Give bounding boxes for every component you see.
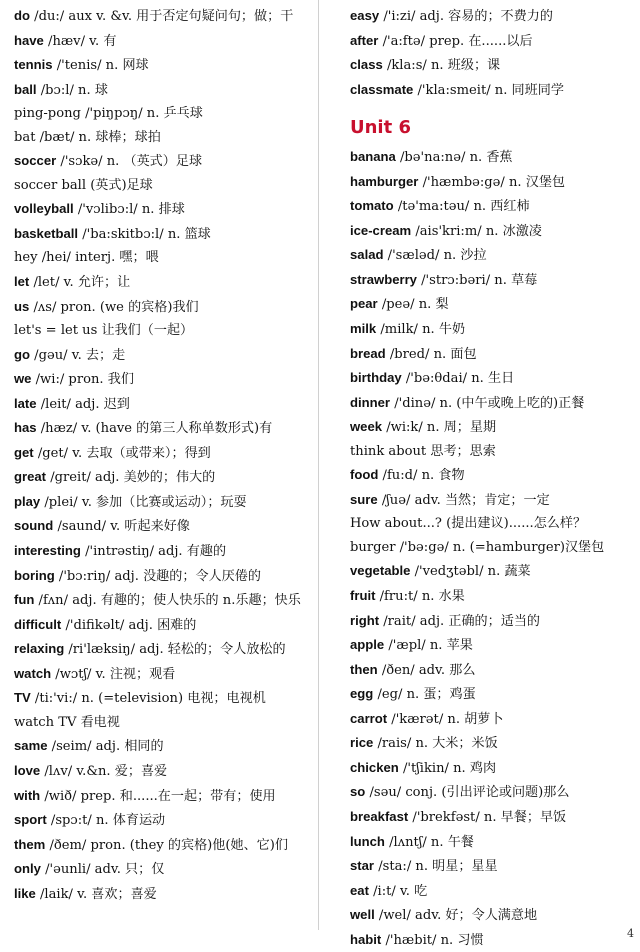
headword: basketball bbox=[14, 225, 79, 241]
chinese-definition: 草莓 bbox=[511, 272, 538, 288]
chinese-definition: 汉堡包 bbox=[525, 174, 566, 190]
vocabulary-entry bbox=[350, 440, 630, 464]
pronunciation-and-part-of-speech: /'a:ftə/ prep. bbox=[382, 33, 465, 49]
headword: birthday bbox=[350, 370, 402, 386]
pronunciation-and-part-of-speech: /du:/ aux v. &v. bbox=[34, 9, 132, 24]
headword: after bbox=[350, 32, 379, 48]
chinese-definition: 梨 bbox=[435, 297, 449, 313]
vocabulary-entry bbox=[350, 609, 630, 634]
page-number: 4 bbox=[627, 927, 634, 940]
chinese-definition: 大米；米饭 bbox=[432, 736, 498, 752]
chinese-definition: 去；走 bbox=[85, 347, 126, 363]
headword: fruit bbox=[350, 588, 376, 604]
pronunciation-and-part-of-speech: /'dinə/ n. (中午或晚上吃的)正餐 bbox=[394, 395, 585, 411]
vocabulary-entry bbox=[350, 391, 630, 416]
headword: think about bbox=[350, 443, 427, 459]
chinese-definition: 听起来好像 bbox=[124, 519, 190, 535]
headword: egg bbox=[350, 686, 374, 702]
headword: salad bbox=[350, 247, 384, 263]
chinese-definition: 沙拉 bbox=[460, 248, 487, 264]
chinese-definition: 排球 bbox=[158, 202, 185, 218]
headword: pear bbox=[350, 296, 378, 312]
chinese-definition: 让我们（一起） bbox=[101, 323, 194, 339]
pronunciation-and-part-of-speech: /seim/ adj. bbox=[51, 739, 121, 755]
headword: class bbox=[350, 57, 383, 73]
vocabulary-entry bbox=[14, 416, 306, 441]
vocabulary-entry bbox=[14, 857, 306, 882]
chinese-definition: 允许；让 bbox=[77, 275, 131, 291]
chinese-definition: 注视；观看 bbox=[109, 666, 176, 682]
vocabulary-entry bbox=[350, 268, 630, 293]
vocabulary-entry bbox=[350, 879, 630, 904]
chinese-definition: 用于否定句疑问句；做；干 bbox=[136, 9, 294, 24]
chinese-definition: 相同的 bbox=[124, 739, 164, 755]
chinese-definition: 同班同学 bbox=[511, 82, 564, 98]
right-vocabulary-column bbox=[350, 4, 630, 948]
vocabulary-entry bbox=[350, 366, 630, 391]
chinese-definition: 正确的；适当的 bbox=[448, 613, 541, 629]
vocabulary-entry bbox=[350, 194, 630, 219]
pronunciation-and-part-of-speech: /'æpl/ n. bbox=[388, 638, 443, 654]
chinese-definition: 喜欢；喜爱 bbox=[91, 886, 157, 902]
headword: have bbox=[14, 32, 44, 48]
headword: easy bbox=[350, 8, 380, 23]
pronunciation-and-part-of-speech: /'tʃikin/ n. bbox=[402, 760, 466, 776]
vocabulary-entry bbox=[14, 637, 306, 662]
headword: banana bbox=[350, 149, 396, 165]
headword: boring bbox=[14, 567, 55, 583]
vocabulary-entry bbox=[14, 78, 306, 103]
chinese-definition: 蔬菜 bbox=[504, 564, 531, 580]
headword: soccer bbox=[14, 153, 57, 169]
chinese-definition: （英式）足球 bbox=[123, 154, 203, 170]
headword: difficult bbox=[14, 616, 62, 632]
chinese-definition: 轻松的；令人放松的 bbox=[167, 642, 286, 658]
headword: bread bbox=[350, 345, 386, 361]
chinese-definition: 困难的 bbox=[157, 617, 197, 633]
pronunciation-and-part-of-speech: /'tenis/ n. bbox=[56, 58, 119, 74]
headword: let bbox=[14, 274, 30, 290]
chinese-definition: 电视；电视机 bbox=[187, 691, 266, 707]
vocabulary-entry bbox=[14, 808, 306, 833]
vocabulary-entry bbox=[350, 53, 630, 78]
headword: ping-pong bbox=[14, 106, 81, 122]
chinese-definition: 乒乓球 bbox=[163, 106, 203, 122]
chinese-definition: 参加（比赛或运动）；玩耍 bbox=[96, 494, 247, 510]
headword: lunch bbox=[350, 833, 385, 849]
vocabulary-entry bbox=[14, 465, 306, 490]
headword: ice-cream bbox=[350, 222, 412, 238]
headword: bat bbox=[14, 129, 36, 145]
vocabulary-entry bbox=[14, 174, 306, 198]
chinese-definition: 球棒；球拍 bbox=[95, 129, 161, 145]
vocabulary-entry bbox=[350, 928, 630, 952]
column-divider bbox=[318, 0, 319, 930]
vocabulary-entry bbox=[14, 319, 306, 343]
pronunciation-and-part-of-speech: /ʃuə/ adv. bbox=[381, 492, 441, 508]
headword: only bbox=[14, 861, 41, 877]
vocabulary-entry bbox=[350, 29, 630, 54]
pronunciation-and-part-of-speech: /'i:zi/ adj. bbox=[383, 9, 444, 24]
headword: TV bbox=[14, 690, 31, 706]
chinese-definition: 吃 bbox=[414, 883, 428, 899]
headword: strawberry bbox=[350, 271, 417, 287]
pronunciation-and-part-of-speech: /get/ v. bbox=[37, 445, 83, 461]
chinese-definition: 鸡肉 bbox=[469, 760, 497, 776]
chinese-definition: 胡萝卜 bbox=[464, 711, 504, 727]
chinese-definition: 球 bbox=[94, 82, 108, 98]
vocabulary-entry bbox=[14, 29, 306, 54]
pronunciation-and-part-of-speech: /bɔ:l/ n. bbox=[40, 82, 91, 98]
headword: do bbox=[14, 8, 30, 23]
chinese-definition: 体育运动 bbox=[112, 813, 166, 829]
chinese-definition: 当然；肯定；一定 bbox=[444, 492, 550, 508]
headword: rice bbox=[350, 735, 374, 751]
pronunciation-and-part-of-speech: /ais'kri:m/ n. bbox=[415, 223, 499, 239]
pronunciation-and-part-of-speech: /hæz/ v. (have 的第三人称单数形式)有 bbox=[40, 421, 273, 437]
chinese-definition: 苹果 bbox=[446, 638, 473, 654]
headword: milk bbox=[350, 321, 377, 337]
chinese-definition: 嘿；喂 bbox=[119, 250, 159, 266]
chinese-definition: 美妙的；伟大的 bbox=[123, 470, 216, 486]
pronunciation-and-part-of-speech: /'difikəlt/ adj. bbox=[65, 617, 153, 633]
vocabulary-entry bbox=[350, 903, 630, 928]
unit6-word-list bbox=[350, 145, 630, 952]
vocabulary-entry bbox=[14, 246, 306, 270]
pronunciation-and-part-of-speech: /tə'ma:təu/ n. bbox=[397, 199, 487, 215]
pronunciation-and-part-of-speech: /'bə:θdai/ n. bbox=[405, 371, 484, 387]
pronunciation-and-part-of-speech: /lʌv/ v.&n. bbox=[44, 763, 111, 779]
vocabulary-entry bbox=[350, 780, 630, 805]
headword: get bbox=[14, 444, 34, 460]
headword: interesting bbox=[14, 543, 81, 559]
headword: sure bbox=[350, 491, 378, 507]
pronunciation-and-part-of-speech: /rais/ n. bbox=[377, 736, 429, 752]
pronunciation-and-part-of-speech: /laik/ v. bbox=[40, 886, 88, 902]
headword: great bbox=[14, 469, 47, 485]
pronunciation-and-part-of-speech: /bə'na:nə/ n. bbox=[400, 150, 483, 166]
chinese-definition: 爱；喜爱 bbox=[114, 763, 168, 779]
vocabulary-entry bbox=[14, 662, 306, 687]
chinese-definition: 冰激凌 bbox=[502, 223, 542, 239]
vocabulary-entry bbox=[14, 514, 306, 539]
pronunciation-and-part-of-speech: /plei/ v. bbox=[44, 494, 92, 510]
pronunciation-and-part-of-speech: /rait/ adj. bbox=[383, 613, 445, 629]
vocabulary-entry bbox=[14, 564, 306, 589]
vocabulary-entry bbox=[350, 731, 630, 756]
headword: has bbox=[14, 420, 37, 436]
pronunciation-and-part-of-speech: /hæv/ v. bbox=[48, 33, 100, 49]
headword: volleyball bbox=[14, 201, 74, 217]
pronunciation-and-part-of-speech: /'brekfəst/ n. bbox=[412, 809, 497, 825]
headword: hey bbox=[14, 250, 38, 266]
pronunciation-and-part-of-speech: /ðem/ pron. (they 的宾格)他(她、它)们 bbox=[49, 837, 288, 853]
chinese-definition: 蛋；鸡蛋 bbox=[423, 687, 476, 703]
vocabulary-entry bbox=[350, 219, 630, 244]
headword: fun bbox=[14, 592, 35, 608]
headword: breakfast bbox=[350, 808, 409, 824]
chinese-definition: 篮球 bbox=[184, 226, 211, 242]
vocabulary-entry bbox=[350, 78, 630, 103]
pronunciation-and-part-of-speech: /sta:/ n. bbox=[378, 859, 428, 875]
vocabulary-entry bbox=[350, 536, 630, 560]
pronunciation-and-part-of-speech: /'sɔkə/ n. bbox=[60, 154, 120, 170]
headword: watch TV bbox=[14, 714, 77, 730]
headword: like bbox=[14, 885, 36, 901]
vocabulary-entry bbox=[350, 292, 630, 317]
pronunciation-and-part-of-speech: /fʌn/ adj. bbox=[38, 593, 97, 609]
chinese-definition: 午餐 bbox=[447, 834, 474, 850]
headword: right bbox=[350, 612, 380, 628]
chinese-definition: 面包 bbox=[450, 346, 477, 362]
pronunciation-and-part-of-speech: /wel/ adv. bbox=[378, 908, 442, 924]
headword: watch bbox=[14, 665, 52, 681]
vocabulary-entry bbox=[350, 584, 630, 609]
headword: with bbox=[14, 787, 41, 803]
chinese-definition: 好；令人满意地 bbox=[445, 908, 538, 924]
vocabulary-entry bbox=[350, 707, 630, 732]
vocabulary-entry bbox=[14, 588, 306, 613]
vocabulary-entry bbox=[14, 490, 306, 515]
headword: apple bbox=[350, 637, 385, 653]
pronunciation-and-part-of-speech: /wið/ prep. bbox=[44, 788, 116, 804]
headword: love bbox=[14, 762, 41, 778]
pronunciation-and-part-of-speech: /'əunli/ adv. bbox=[45, 862, 121, 878]
pronunciation-and-part-of-speech: /'bə:gə/ n. (=hamburger)汉堡包 bbox=[399, 539, 605, 555]
headword: food bbox=[350, 467, 379, 483]
vocabulary-entry bbox=[14, 441, 306, 466]
unit-6-heading: Unit 6 bbox=[350, 117, 411, 139]
pronunciation-and-part-of-speech: /'vedʒtəbl/ n. bbox=[414, 564, 501, 580]
pronunciation-and-part-of-speech: /'intrəstiŋ/ adj. bbox=[85, 544, 183, 560]
pronunciation-and-part-of-speech: /spɔ:t/ n. bbox=[50, 813, 109, 829]
headword: burger bbox=[350, 539, 396, 555]
chinese-definition: 班级；课 bbox=[447, 58, 501, 74]
chinese-definition: 有 bbox=[103, 33, 117, 49]
unit5-continued-list bbox=[350, 4, 630, 102]
vocabulary-entry bbox=[14, 734, 306, 759]
chinese-definition: 习惯 bbox=[457, 932, 484, 948]
vocabulary-entry bbox=[14, 126, 306, 150]
vocabulary-entry bbox=[14, 392, 306, 417]
pronunciation-and-part-of-speech: /ʌs/ pron. (we 的宾格)我们 bbox=[33, 299, 199, 315]
pronunciation-and-part-of-speech: /wi:k/ n. bbox=[386, 420, 440, 436]
pronunciation-and-part-of-speech: /'ba:skitbɔ:l/ n. bbox=[82, 226, 181, 242]
vocabulary-entry bbox=[14, 53, 306, 78]
vocabulary-entry bbox=[350, 756, 630, 781]
chinese-definition: 牛奶 bbox=[438, 322, 466, 338]
chinese-definition: 周；星期 bbox=[443, 420, 497, 436]
pronunciation-and-part-of-speech: /'vɔlibɔ:l/ n. bbox=[77, 202, 155, 218]
vocabulary-entry bbox=[350, 830, 630, 855]
pronunciation-and-part-of-speech: /ðen/ adv. bbox=[381, 662, 446, 678]
chinese-definition: 和......在一起；带有；使用 bbox=[119, 788, 276, 804]
headword: dinner bbox=[350, 394, 391, 410]
pronunciation-and-part-of-speech: /hei/ interj. bbox=[41, 250, 116, 266]
pronunciation-and-part-of-speech: /wi:/ pron. bbox=[35, 372, 104, 388]
chinese-definition: 早餐；早饭 bbox=[500, 809, 567, 825]
pronunciation-and-part-of-speech: /i:t/ v. bbox=[373, 883, 410, 899]
chinese-definition: 有趣的；使人快乐的 n.乐趣；快乐 bbox=[100, 593, 301, 609]
headword: same bbox=[14, 738, 48, 754]
chinese-definition: 食物 bbox=[438, 468, 465, 484]
vocabulary-entry bbox=[14, 613, 306, 638]
vocabulary-entry bbox=[14, 759, 306, 784]
chinese-definition: 迟到 bbox=[103, 396, 130, 412]
vocabulary-entry bbox=[14, 102, 306, 126]
chinese-definition: 在......以后 bbox=[468, 33, 533, 49]
pronunciation-and-part-of-speech: (提出建议)......怎么样？ bbox=[446, 516, 587, 532]
headword: habit bbox=[350, 931, 382, 947]
headword: us bbox=[14, 298, 30, 314]
chinese-definition: 那么 bbox=[449, 662, 476, 678]
vocabulary-entry bbox=[14, 343, 306, 368]
pronunciation-and-part-of-speech: (英式)足球 bbox=[90, 177, 153, 193]
pronunciation-and-part-of-speech: /saund/ v. bbox=[57, 519, 121, 535]
chinese-definition: 有趣的 bbox=[186, 544, 227, 560]
headword: soccer ball bbox=[14, 177, 87, 193]
headword: then bbox=[350, 661, 378, 677]
headword: so bbox=[350, 784, 366, 800]
vocabulary-entry bbox=[350, 682, 630, 707]
pronunciation-and-part-of-speech: /'kærət/ n. bbox=[391, 711, 460, 727]
headword: eat bbox=[350, 882, 369, 898]
headword: ball bbox=[14, 81, 37, 97]
vocabulary-entry bbox=[14, 367, 306, 392]
pronunciation-and-part-of-speech: /'sæləd/ n. bbox=[387, 248, 457, 264]
headword: late bbox=[14, 395, 37, 411]
headword: How about...? bbox=[350, 516, 442, 532]
pronunciation-and-part-of-speech: /greit/ adj. bbox=[50, 470, 120, 486]
pronunciation-and-part-of-speech: /eg/ n. bbox=[377, 687, 420, 703]
vocabulary-entry bbox=[350, 633, 630, 658]
headword: sport bbox=[14, 812, 47, 828]
vocabulary-entry bbox=[350, 559, 630, 584]
pronunciation-and-part-of-speech: /bred/ n. bbox=[389, 346, 447, 362]
vocabulary-entry bbox=[14, 882, 306, 907]
headword: star bbox=[350, 858, 375, 874]
vocabulary-entry bbox=[350, 4, 630, 29]
pronunciation-and-part-of-speech: /'piŋpɔŋ/ n. bbox=[85, 106, 160, 122]
headword: vegetable bbox=[350, 563, 411, 579]
pronunciation-and-part-of-speech: /let/ v. bbox=[33, 275, 74, 291]
vocabulary-entry bbox=[350, 805, 630, 830]
headword: classmate bbox=[350, 81, 414, 97]
vocabulary-entry bbox=[14, 784, 306, 809]
headword: we bbox=[14, 371, 32, 387]
chinese-definition: 明星；星星 bbox=[432, 859, 498, 875]
headword: hamburger bbox=[350, 173, 419, 189]
vocabulary-entry bbox=[350, 463, 630, 488]
pronunciation-and-part-of-speech: /ri'læksiŋ/ adj. bbox=[68, 642, 164, 658]
headword: week bbox=[350, 419, 383, 435]
vocabulary-entry bbox=[14, 711, 306, 735]
pronunciation-and-part-of-speech: /'bɔ:riŋ/ adj. bbox=[58, 568, 139, 584]
headword: go bbox=[14, 346, 30, 362]
headword: tennis bbox=[14, 57, 53, 73]
pronunciation-and-part-of-speech: /bæt/ n. bbox=[39, 129, 92, 145]
chinese-definition: 只；仅 bbox=[125, 862, 165, 878]
chinese-definition: 去取（或带来）；得到 bbox=[86, 445, 211, 461]
vocabulary-entry bbox=[350, 317, 630, 342]
chinese-definition: 我们 bbox=[107, 372, 134, 388]
vocabulary-entry bbox=[350, 512, 630, 536]
chinese-definition: 水果 bbox=[438, 589, 465, 605]
headword: relaxing bbox=[14, 641, 65, 657]
headword: carrot bbox=[350, 710, 388, 726]
vocabulary-entry bbox=[14, 222, 306, 247]
vocabulary-entry bbox=[14, 270, 306, 295]
pronunciation-and-part-of-speech: /'hæbit/ n. bbox=[385, 932, 454, 948]
headword: well bbox=[350, 907, 375, 923]
pronunciation-and-part-of-speech: /'strɔ:bəri/ n. bbox=[421, 272, 507, 288]
pronunciation-and-part-of-speech: /kla:s/ n. bbox=[386, 58, 444, 74]
chinese-definition: 思考；思索 bbox=[430, 443, 496, 459]
pronunciation-and-part-of-speech: /fu:d/ n. bbox=[382, 468, 435, 484]
vocabulary-entry bbox=[14, 4, 306, 29]
vocabulary-entry bbox=[350, 854, 630, 879]
vocabulary-entry bbox=[350, 488, 630, 513]
pronunciation-and-part-of-speech: /ti:'vi:/ n. (=television) bbox=[34, 691, 184, 707]
vocabulary-entry bbox=[350, 658, 630, 683]
chinese-definition: 容易的；不费力的 bbox=[448, 9, 553, 24]
headword: chicken bbox=[350, 759, 399, 775]
vocabulary-entry bbox=[350, 415, 630, 440]
pronunciation-and-part-of-speech: /wɔtʃ/ v. bbox=[55, 666, 106, 682]
headword: play bbox=[14, 493, 41, 509]
chinese-definition: 香蕉 bbox=[486, 150, 513, 166]
vocabulary-entry bbox=[350, 342, 630, 367]
pronunciation-and-part-of-speech: /səu/ conj. (引出评论或问题)那么 bbox=[369, 785, 570, 801]
vocabulary-entry bbox=[350, 170, 630, 195]
left-vocabulary-column bbox=[14, 4, 306, 936]
pronunciation-and-part-of-speech: /fru:t/ n. bbox=[379, 589, 435, 605]
pronunciation-and-part-of-speech: /lʌntʃ/ n. bbox=[389, 834, 444, 850]
pronunciation-and-part-of-speech: /'kla:smeit/ n. bbox=[417, 82, 508, 98]
pronunciation-and-part-of-speech: /peə/ n. bbox=[381, 297, 432, 313]
pronunciation-and-part-of-speech: /milk/ n. bbox=[380, 322, 435, 338]
vocabulary-entry bbox=[14, 295, 306, 320]
vocabulary-entry bbox=[350, 145, 630, 170]
chinese-definition: 没趣的；令人厌倦的 bbox=[143, 568, 261, 584]
vocabulary-entry bbox=[14, 149, 306, 174]
vocabulary-entry bbox=[14, 833, 306, 858]
pronunciation-and-part-of-speech: /leit/ adj. bbox=[40, 396, 100, 412]
chinese-definition: 西红柿 bbox=[490, 199, 530, 215]
vocabulary-entry bbox=[14, 686, 306, 711]
pronunciation-and-part-of-speech: /gəu/ v. bbox=[34, 347, 82, 363]
pronunciation-and-part-of-speech: /'hæmbə:gə/ n. bbox=[422, 174, 522, 190]
vocabulary-entry bbox=[350, 243, 630, 268]
vocabulary-entry bbox=[14, 539, 306, 564]
chinese-definition: 生日 bbox=[487, 371, 515, 387]
headword: them bbox=[14, 836, 46, 852]
chinese-definition: 看电视 bbox=[80, 714, 120, 730]
headword: tomato bbox=[350, 198, 394, 214]
chinese-definition: 网球 bbox=[122, 58, 149, 74]
headword: let's = let us bbox=[14, 323, 98, 339]
vocabulary-entry bbox=[14, 197, 306, 222]
headword: sound bbox=[14, 518, 54, 534]
